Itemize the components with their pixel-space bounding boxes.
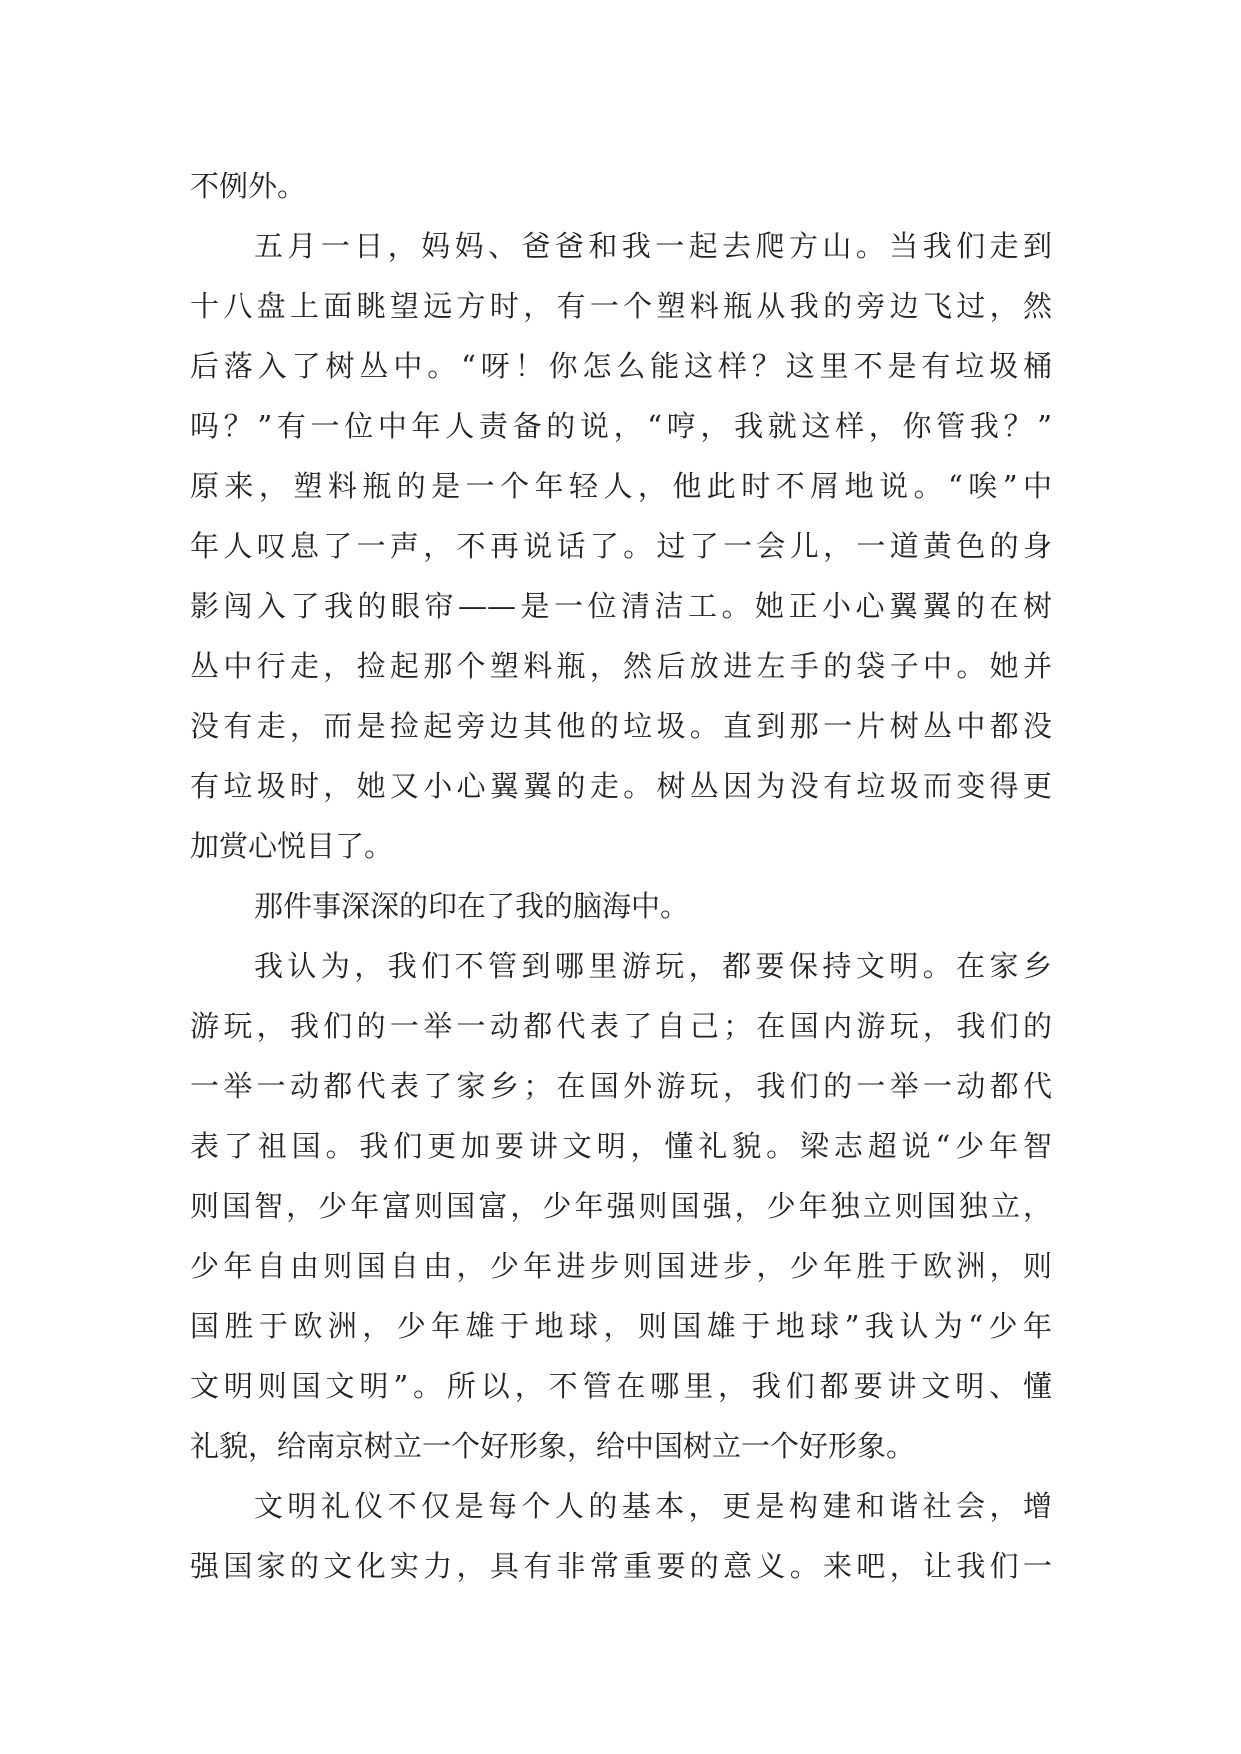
text-line: 有垃圾时，她又小心翼翼的走。树丛因为没有垃圾而变得更 <box>190 769 1052 803</box>
text-line: 原来，塑料瓶的是一个年轻人，他此时不屑地说。“唉”中 <box>190 469 1052 503</box>
text-line: 十八盘上面眺望远方时，有一个塑料瓶从我的旁边飞过，然 <box>190 289 1052 323</box>
text-line: 年人叹息了一声，不再说话了。过了一会儿，一道黄色的身 <box>190 529 1052 563</box>
text-line: 影闯入了我的眼帘——是一位清洁工。她正小心翼翼的在树 <box>190 589 1052 623</box>
paragraph <box>190 936 1052 1476</box>
text-line: 则国智，少年富则国富，少年强则国强，少年独立则国独立， <box>190 1189 1052 1223</box>
text-line: 没有走，而是捡起旁边其他的垃圾。直到那一片树丛中都没 <box>190 709 1052 743</box>
document-body <box>190 156 1052 1596</box>
text-line: 加赏心悦目了。 <box>190 829 394 863</box>
text-line: 游玩，我们的一举一动都代表了自己；在国内游玩，我们的 <box>190 1009 1052 1043</box>
text-line: 文明礼仪不仅是每个人的基本，更是构建和谐社会，增 <box>254 1489 1052 1523</box>
text-line: 后落入了树丛中。“呀！你怎么能这样？这里不是有垃圾桶 <box>190 349 1052 383</box>
text-line: 一举一动都代表了家乡；在国外游玩，我们的一举一动都代 <box>190 1069 1052 1103</box>
text-line: 强国家的文化实力，具有非常重要的意义。来吧，让我们一 <box>190 1549 1052 1583</box>
text-line: 国胜于欧洲，少年雄于地球，则国雄于地球”我认为“少年 <box>190 1309 1052 1343</box>
text-line: 五月一日，妈妈、爸爸和我一起去爬方山。当我们走到 <box>254 229 1052 263</box>
text-line: 我认为，我们不管到哪里游玩，都要保持文明。在家乡 <box>254 949 1052 983</box>
paragraph <box>190 876 1052 936</box>
text-line: 丛中行走，捡起那个塑料瓶，然后放进左手的袋子中。她并 <box>190 649 1052 683</box>
paragraph <box>190 216 1052 876</box>
text-line: 那件事深深的印在了我的脑海中。 <box>254 889 690 923</box>
text-line: 礼貌，给南京树立一个好形象，给中国树立一个好形象。 <box>190 1429 916 1463</box>
text-line: 表了祖国。我们更加要讲文明，懂礼貌。梁志超说“少年智 <box>190 1129 1052 1163</box>
text-line: 少年自由则国自由，少年进步则国进步，少年胜于欧洲，则 <box>190 1249 1052 1283</box>
text-line: 不例外。 <box>190 169 307 203</box>
text-line: 吗？”有一位中年人责备的说，“哼，我就这样，你管我？” <box>190 409 1052 443</box>
paragraph <box>190 1476 1052 1596</box>
text-line: 文明则国文明”。所以，不管在哪里，我们都要讲文明、懂 <box>190 1369 1052 1403</box>
paragraph <box>190 156 1052 216</box>
